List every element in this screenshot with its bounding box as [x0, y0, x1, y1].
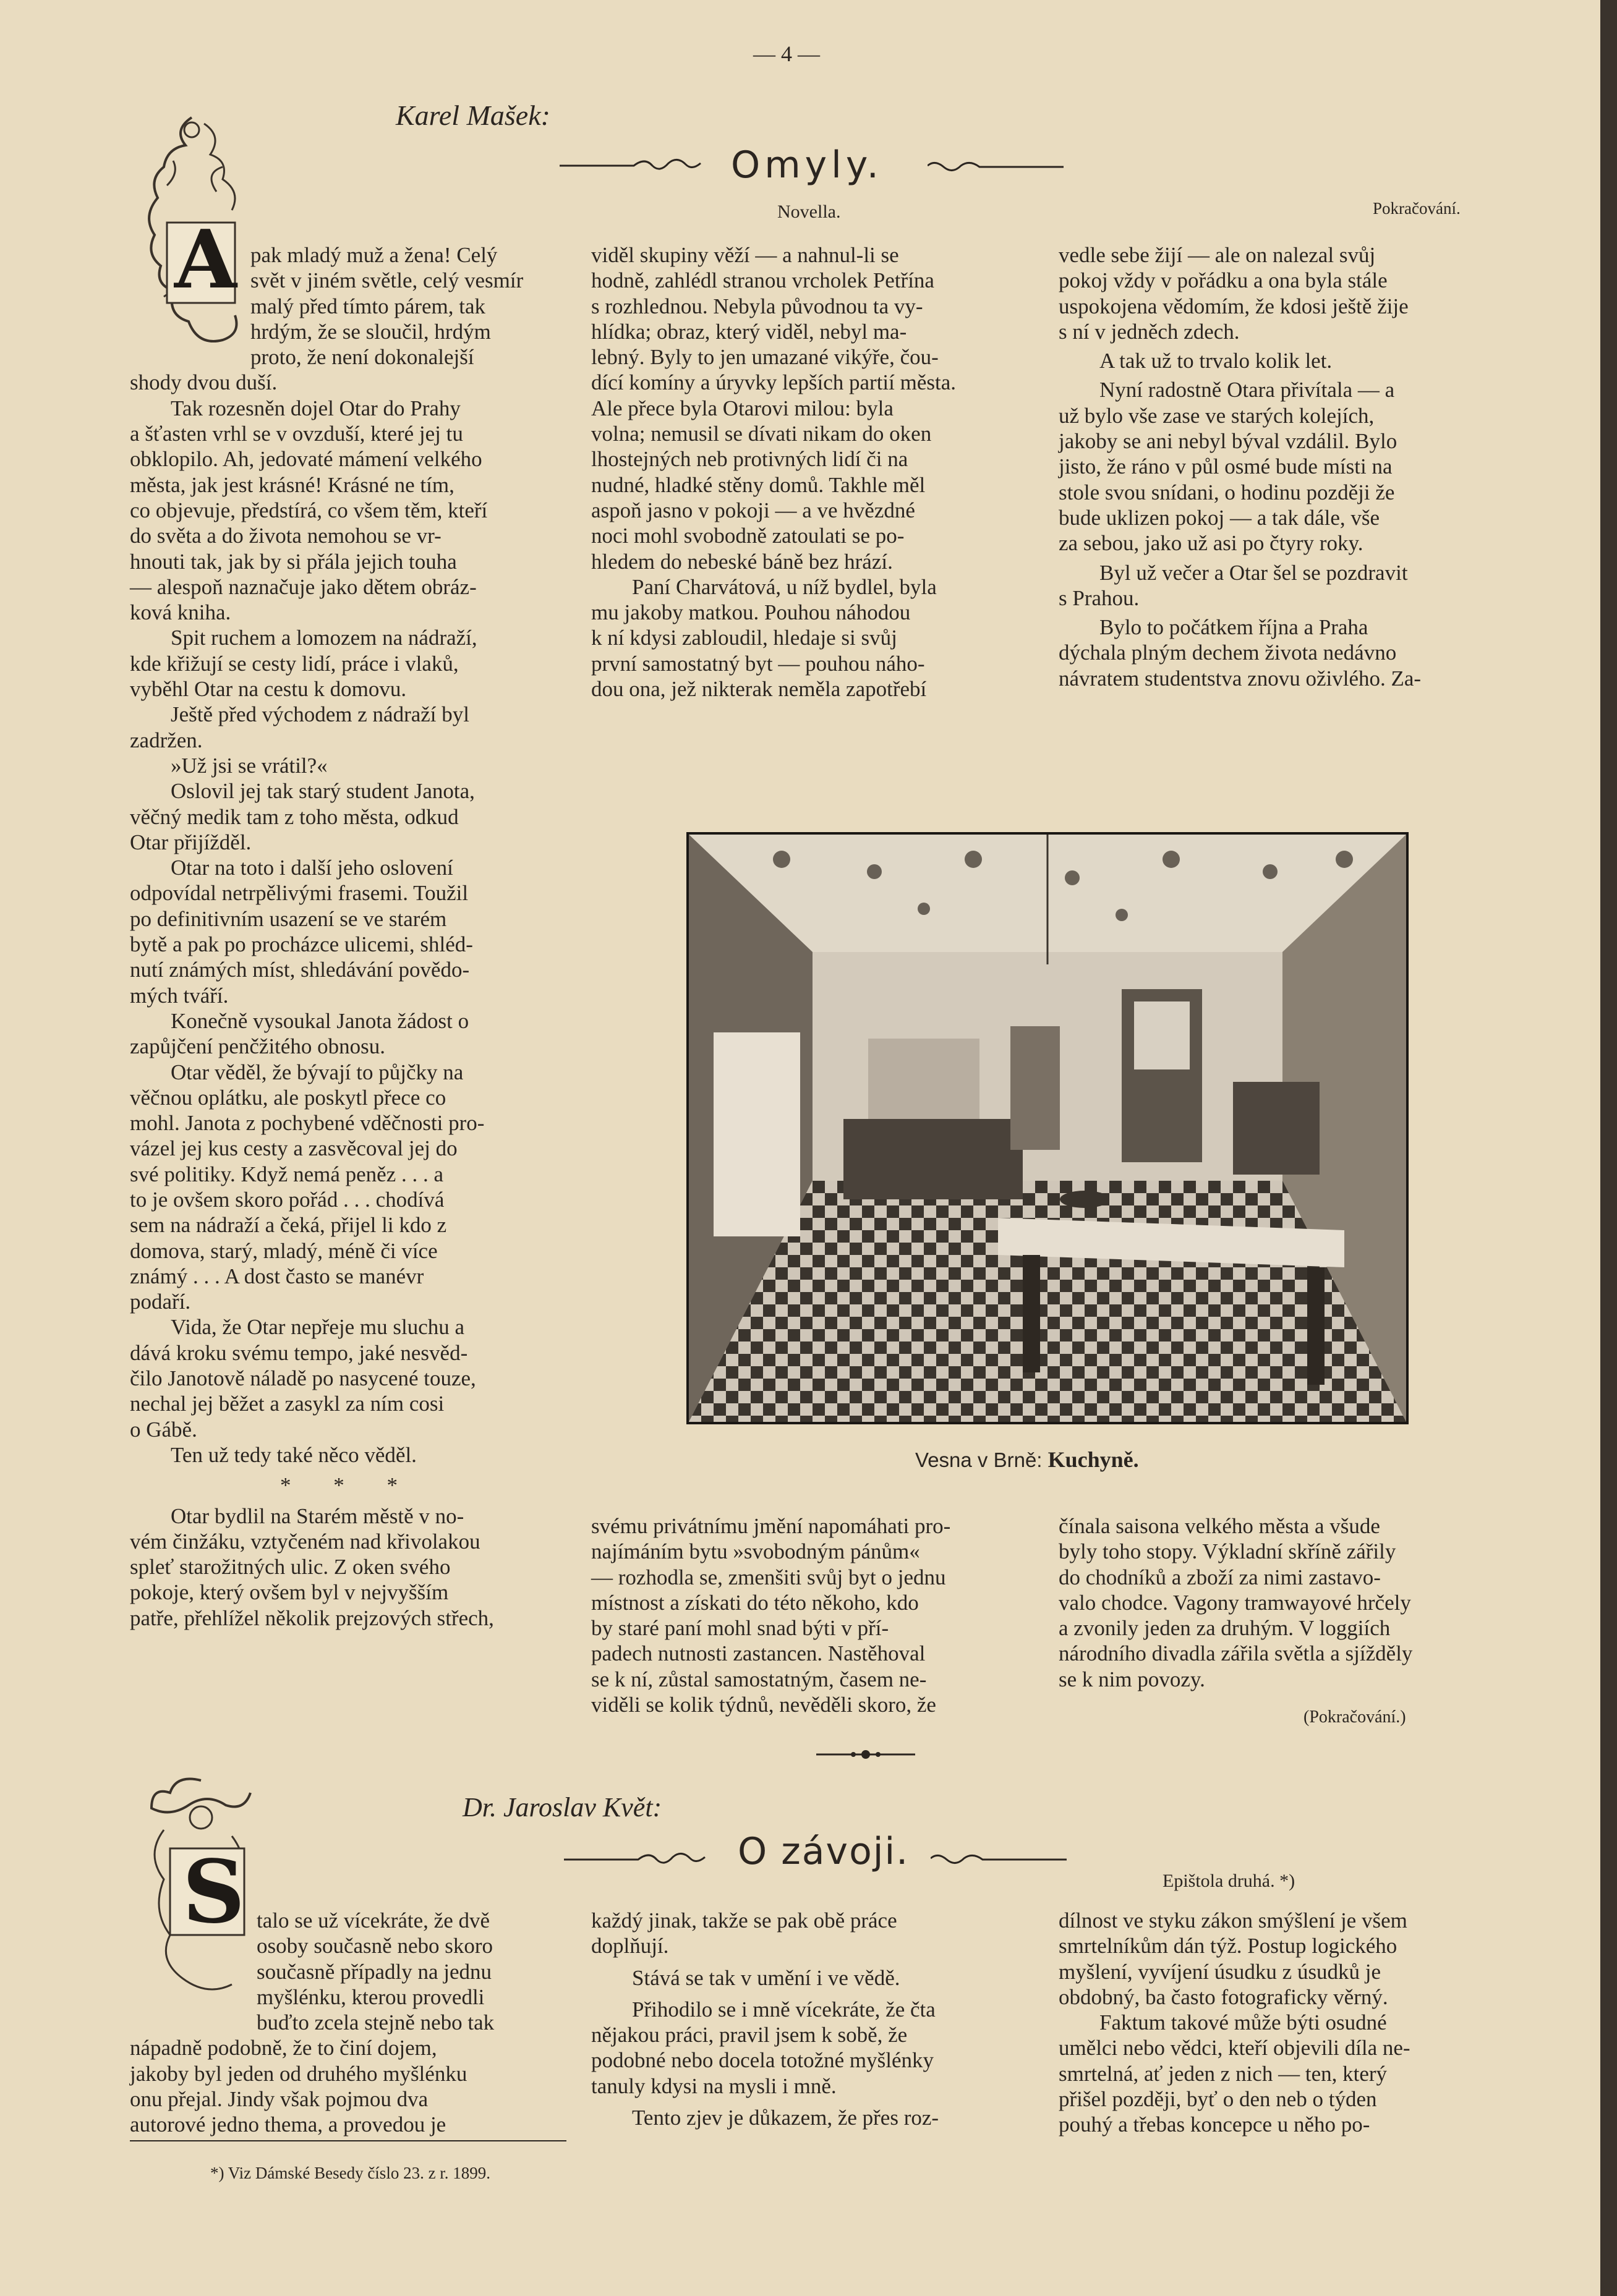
- text-line: pouhý a třebas koncepce u něho po-: [1059, 2112, 1370, 2137]
- text-line: pokoje, který ovšem byl v nejvyšším: [130, 1580, 449, 1605]
- text-line: přišel později, byť o den neb o týden: [1059, 2087, 1377, 2112]
- article2-title: O závoji.: [738, 1830, 910, 1873]
- text-line: Tento zjev je důkazem, že přes roz-: [632, 2106, 939, 2130]
- kitchen-photograph: [686, 832, 1409, 1424]
- text-line: Stává se tak v umění i ve vědě.: [632, 1965, 900, 1990]
- text-line: — rozhodla se, zmenšiti svůj byt o jednu: [591, 1565, 946, 1589]
- section-divider-ornament: [816, 1747, 915, 1764]
- text-line: za sebou, jako už asi po čtyry roky.: [1059, 531, 1363, 556]
- text-line: onu přejal. Jindy však pojmou dva: [130, 2087, 429, 2112]
- text-line: lebný. Byly to jen umazané vikýře, čou-: [591, 345, 939, 370]
- text-line: spleť starožitných ulic. Z oken svého: [130, 1555, 451, 1580]
- text-line: věčnou oplátku, ale poskytl přece co: [130, 1085, 446, 1110]
- text-line: Paní Charvátová, u níž bydlel, byla: [632, 574, 937, 599]
- text-line: k ní kdysi zabloudil, hledaje si svůj: [591, 626, 897, 650]
- text-line: Konečně vysoukal Janota žádost o: [171, 1008, 469, 1033]
- text-line: o Gábě.: [130, 1417, 197, 1442]
- text-line: smrtelná, ať jeden z nich — ten, který: [1059, 2061, 1388, 2086]
- text-line: aspoň jasno v pokoji — a ve hvězdné: [591, 498, 915, 522]
- text-line: bytě a pak po procházce ulicemi, shléd-: [130, 932, 473, 957]
- text-line: myšlení, vyvíjení úsudku z úsudků je: [1059, 1959, 1381, 1984]
- text-line: hrdým, že se sloučil, hrdým: [250, 319, 491, 344]
- text-line: se k ní, zůstal samostatným, časem ne-: [591, 1667, 927, 1691]
- text-line: sem na nádraží a čeká, přijel li kdo z: [130, 1213, 447, 1238]
- footnote-rule: [130, 2140, 566, 2141]
- text-line: padech nutnosti zastancen. Nastěhoval: [591, 1641, 926, 1666]
- text-line: Otar bydlil na Starém městě v no-: [171, 1503, 464, 1528]
- text-line: buďto zcela stejně nebo tak: [257, 2010, 495, 2035]
- text-line: Spit ruchem a lomozem na nádraží,: [171, 626, 477, 650]
- text-line: nudné, hladké stěny domů. Takhle měl: [591, 472, 926, 497]
- text-line: proto, že není dokonalejší: [250, 345, 474, 370]
- text-line: Přihodilo se i mně vícekráte, že čta: [632, 1997, 936, 2022]
- continued-label-bottom: (Pokračování.): [1303, 1707, 1406, 1727]
- text-line: nějakou práci, pravil jsem k sobě, že: [591, 2023, 908, 2047]
- text-line: viděli se kolik týdnů, nevěděli skoro, že: [591, 1693, 936, 1717]
- text-line: Bylo to počátkem října a Praha: [1099, 615, 1368, 640]
- text-line: Faktum takové může býti osudné: [1099, 2010, 1387, 2035]
- text-line: bude uklizen pokoj — a tak dále, vše: [1059, 505, 1380, 530]
- text-line: po definitivním usazení se ve starém: [130, 906, 447, 931]
- text-line: s rozhlednou. Nebyla původnou ta vy-: [591, 294, 923, 318]
- article1-column-3-bottom: [1059, 1513, 1493, 1692]
- text-line: Oslovil jej tak starý student Janota,: [171, 779, 475, 804]
- text-line: kde křižují se cesty lidí, práce i vlaků,: [130, 651, 459, 676]
- title2-swash-right: [931, 1851, 1067, 1872]
- text-line: zapůjčení penčžitého obnosu.: [130, 1034, 386, 1059]
- text-line: autorové jedno thema, a provedou je: [130, 2112, 446, 2137]
- text-line: pak mladý muž a žena! Celý: [250, 243, 498, 267]
- caption-prefix: Vesna v Brně:: [915, 1448, 1043, 1471]
- text-line: ková kniha.: [130, 600, 231, 625]
- text-line: a šťasten vrhl se v ovzduší, které jej tu: [130, 422, 463, 446]
- text-line: nechal jej běžet a zasykl za ním cosi: [130, 1392, 445, 1416]
- text-line: podaří.: [130, 1290, 191, 1314]
- text-line: současně případly na jednu: [257, 1959, 492, 1984]
- text-line: svět v jiném světle, celý vesmír: [250, 268, 524, 293]
- text-line: zadržen.: [130, 728, 203, 752]
- text-line: Otar na toto i další jeho oslovení: [171, 856, 453, 880]
- text-line: dává kroku svému tempo, jaké nesvěd-: [130, 1340, 468, 1365]
- footnote: *) Viz Dámské Besedy číslo 23. z r. 1899.: [210, 2164, 491, 2182]
- text-line: valo chodce. Vagony tramwayové hrčely: [1059, 1590, 1411, 1615]
- section-asterisks: * * *: [280, 1473, 416, 1498]
- text-line: jakoby se ani nebyl býval vzdálil. Bylo: [1059, 429, 1397, 454]
- text-line: každý jinak, takže se pak obě práce: [591, 1908, 897, 1932]
- text-line: místnost a získati do této někoho, kdo: [591, 1590, 919, 1615]
- text-line: své politiky. Když nemá peněz . . . a: [130, 1162, 444, 1186]
- text-line: uspokojena vědomím, že kdosi ještě žije: [1059, 294, 1409, 318]
- article2-column-2: [591, 1908, 1025, 2130]
- text-line: čínala saisona velkého města a všude: [1059, 1514, 1380, 1538]
- text-line: návratem studentstva znovu oživlého. Za-: [1059, 666, 1422, 691]
- text-line: obklopilo. Ah, jedovaté mámení velkého: [130, 447, 482, 472]
- text-line: už bylo vše zase ve starých kolejích,: [1059, 403, 1375, 428]
- text-line: do světa a do života nemohou se vr-: [130, 524, 442, 548]
- text-line: města, jak jest krásné! Krásné ne tím,: [130, 472, 454, 497]
- article2-author: Dr. Jaroslav Květ:: [463, 1792, 662, 1822]
- text-line: mu jakoby matkou. Pouhou náhodou: [591, 600, 911, 625]
- text-line: Vida, že Otar nepřeje mu sluchu a: [171, 1315, 465, 1340]
- text-line: domova, starý, mladý, méně či více: [130, 1238, 438, 1263]
- text-line: noci mohl svobodně zatoulati se po-: [591, 524, 905, 548]
- text-line: myšlénku, kterou provedli: [257, 1984, 485, 2009]
- text-line: odpovídal netrpělivými frasemi. Toužil: [130, 881, 469, 906]
- text-line: umělci nebo vědci, kteří objevili díla ne-: [1059, 2036, 1410, 2060]
- text-line: lhostejných neb protivných lidí či na: [591, 447, 908, 472]
- text-line: Byl už večer a Otar šel se pozdravit: [1099, 560, 1408, 585]
- text-line: vedle sebe žijí — ale on nalezal svůj: [1059, 243, 1376, 267]
- text-line: s ní v jedněch zdech.: [1059, 319, 1240, 344]
- article2-column-3: [1059, 1908, 1493, 2138]
- text-line: dící komíny a úryvky lepších partií města.: [591, 370, 957, 395]
- text-line: stole svou snídani, o hodinu později že: [1059, 480, 1395, 504]
- text-line: tanuly kdysi na mysli i mně.: [591, 2073, 837, 2098]
- text-line: podobné nebo docela totožné myšlénky: [591, 2048, 934, 2073]
- text-line: dýchala plným dechem života nedávno: [1059, 640, 1397, 665]
- article2-subtitle: Epištola druhá. *): [1163, 1871, 1295, 1891]
- article1-subtitle: Novella.: [777, 202, 841, 222]
- article1-column-3-top: [1059, 242, 1493, 691]
- text-line: Tak rozesněn dojel Otar do Prahy: [171, 396, 461, 420]
- text-line: jakoby byl jeden od druhého myšlénku: [130, 2061, 467, 2086]
- text-line: malý před tímto párem, tak: [250, 294, 486, 318]
- continued-label-top: Pokračování.: [1373, 199, 1461, 218]
- text-line: známý . . . A dost často se manévr: [130, 1264, 424, 1288]
- text-line: pokoj vždy v pořádku a ona byla stále: [1059, 268, 1388, 293]
- text-line: a zvonily jeden za druhým. V loggiích: [1059, 1616, 1391, 1641]
- page-number: — 4 —: [753, 41, 820, 66]
- book-spine-edge: [1600, 0, 1617, 2296]
- text-line: by staré paní mohl snad býti v pří-: [591, 1616, 889, 1641]
- text-line: »Už jsi se vrátil?«: [171, 753, 328, 778]
- drop-cap-letter: A: [174, 212, 237, 307]
- text-line: svému privátnímu jmění napomáhati pro-: [591, 1514, 951, 1538]
- article1-column-1: [130, 242, 566, 1631]
- text-line: obdobný, ba často fotograficky věrný.: [1059, 1984, 1388, 2009]
- article1-column-2-bottom: [591, 1513, 1025, 1717]
- text-line: nápadně podobně, že to činí dojem,: [130, 2036, 437, 2060]
- text-line: nutí známých míst, shledávání povědo-: [130, 958, 470, 982]
- text-line: Ale přece byla Otarovi milou: byla: [591, 396, 894, 420]
- text-line: první samostatný byt — pouhou náho-: [591, 651, 925, 676]
- article1-column-2-top: [591, 242, 1025, 702]
- text-line: doplňují.: [591, 1934, 669, 1958]
- text-line: hodně, zahlédl stranou vrcholek Petřína: [591, 268, 934, 293]
- text-line: patře, přehlížel několik prejzových střech,: [130, 1605, 494, 1630]
- title-swash-right: [928, 158, 1064, 179]
- text-line: to je ovšem skoro pořád . . . chodívá: [130, 1187, 445, 1212]
- article1-title: Omyly.: [731, 143, 883, 187]
- text-line: mohl. Janota z pochybené vděčnosti pro-: [130, 1111, 485, 1136]
- text-line: čilo Janotově náladě po nasycené touze,: [130, 1366, 476, 1391]
- text-line: do chodníků a zboží za nimi zastavo-: [1059, 1565, 1381, 1589]
- title2-swash-left: [564, 1848, 706, 1869]
- text-line: hnouti tak, jak by si přála jejich touha: [130, 549, 457, 574]
- drop-cap-letter-s: S: [182, 1842, 245, 1943]
- text-line: osoby současně nebo skoro: [257, 1934, 493, 1958]
- text-line: najímáním bytu »svobodným pánům«: [591, 1539, 920, 1564]
- text-line: Otar věděl, že bývají to půjčky na: [171, 1060, 464, 1084]
- article2-column-1: [130, 1908, 566, 2138]
- text-line: se k nim povozy.: [1059, 1667, 1205, 1691]
- text-line: vém činžáku, vztyčeném nad křivolakou: [130, 1529, 480, 1554]
- text-line: talo se už vícekráte, že dvě: [257, 1908, 490, 1932]
- text-line: dou ona, jež nikterak neměla zapotřebí: [591, 677, 927, 702]
- text-line: jisto, že ráno v půl osmé bude místi na: [1059, 454, 1393, 479]
- title-swash-left: [560, 155, 702, 176]
- text-line: viděl skupiny věží — a nahnul-li se: [591, 243, 899, 267]
- article1-author: Karel Mašek:: [396, 100, 550, 131]
- text-line: volna; nemusil se dívati nikam do oken: [591, 422, 932, 446]
- text-line: shody dvou duší.: [130, 370, 278, 395]
- text-line: dílnost ve styku zákon smýšlení je všem: [1059, 1908, 1407, 1932]
- text-line: smrtelníkům dán týž. Postup logického: [1059, 1934, 1397, 1958]
- text-line: mých tváří.: [130, 983, 229, 1008]
- text-line: hlídka; obraz, který viděl, nebyl ma-: [591, 319, 907, 344]
- text-line: vázel jej kus cesty a zasvěcoval jej do: [130, 1136, 458, 1161]
- text-line: hledem do nebeské báně bez hrází.: [591, 549, 893, 574]
- text-line: Ještě před východem z nádraží byl: [171, 702, 470, 727]
- text-line: Otar přijížděl.: [130, 830, 252, 854]
- text-line: Ten už tedy také něco věděl.: [171, 1442, 417, 1467]
- text-line: s Prahou.: [1059, 585, 1140, 610]
- text-line: národního divadla zářila světla a sjížděly: [1059, 1641, 1413, 1666]
- text-line: věčný medik tam z toho města, odkud: [130, 804, 459, 829]
- text-line: Nyní radostně Otara přivítala — a: [1099, 378, 1395, 402]
- caption-title: Kuchyně.: [1047, 1447, 1139, 1472]
- text-line: — alespoň naznačuje jako dětem obráz-: [130, 574, 477, 599]
- photo-caption: [915, 1447, 1139, 1473]
- text-line: byly toho stopy. Výkladní skříně zářily: [1059, 1539, 1396, 1564]
- text-line: A tak už to trvalo kolik let.: [1099, 349, 1333, 373]
- text-line: vyběhl Otar na cestu k domovu.: [130, 677, 407, 702]
- text-line: co objevuje, předstírá, co všem těm, kteří: [130, 498, 488, 522]
